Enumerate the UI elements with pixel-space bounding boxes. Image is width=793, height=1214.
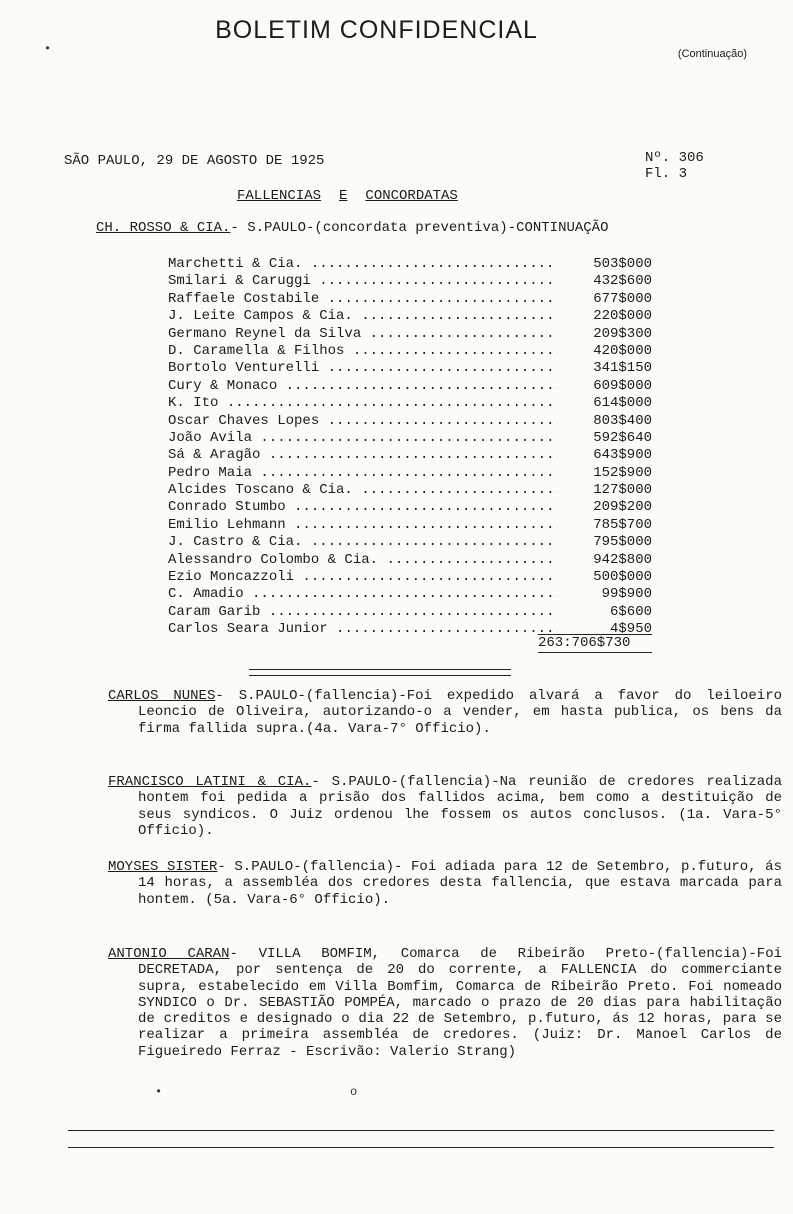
creditor-amount: 803$400 — [593, 412, 652, 429]
creditor-amount: 220$000 — [593, 308, 652, 325]
creditor-row — [168, 360, 652, 377]
notice-firm-name: CARLOS NUNES — [108, 688, 216, 704]
creditor-row — [168, 447, 652, 464]
creditor-row — [168, 569, 652, 586]
creditor-name: Raffaele Costabile ..... — [168, 291, 558, 308]
issue-number: Nº. 306 — [645, 150, 704, 166]
creditor-name: Smilari & Caruggi ..... — [168, 273, 558, 290]
notice-text: - S.PAULO-(fallencia)-Na reunião de credores realizada hontem foi pedida a prisão dos fallidos acima, bem como a destituição de seus syndicos. O Juiz ordenou lhe fossem os autos conclusos. (1a. Vara-5° Officio). — [138, 774, 782, 839]
creditor-row — [168, 273, 652, 290]
creditor-row — [168, 413, 652, 430]
creditor-amount: 4$950 — [609, 621, 652, 638]
creditor-name: Caram Garib ..... — [168, 604, 558, 621]
creditor-row — [168, 517, 652, 534]
creditor-name: Marchetti & Cia. ..... — [168, 256, 558, 273]
creditor-amount: 6$600 — [609, 603, 652, 620]
notice-firm-name: FRANCISCO LATINI & CIA. — [108, 774, 312, 790]
section-title-word: FALLENCIAS — [237, 188, 322, 204]
continuation-label: (Continuação) — [677, 48, 747, 60]
creditor-name: Ezio Moncazzoli ..... — [168, 569, 558, 586]
creditor-name: Emilio Lehmann ..... — [168, 517, 558, 534]
creditor-row — [168, 326, 652, 343]
creditor-amount: 614$000 — [593, 395, 652, 412]
masthead-title: BOLETIM CONFIDENCIAL — [215, 16, 538, 44]
section-title-word: E — [339, 188, 348, 204]
section-divider — [249, 675, 511, 676]
notice-entry — [108, 774, 782, 839]
notice-text: - VILLA BOMFIM, Comarca de Ribeirão Preto-(fallencia)-Foi DECRETADA, por sentença de 20 do corrente, a FALLENCIA do commerciante supra, estabelecido em Villa Bomfim, Comarca de Ribeirão Preto. Foi nomeado SYNDICO o Dr. SEBASTIÃO POMPÉA, marcado o prazo de 20 dias para habilitação de creditos e designado o dia 22 de Setembro, p.futuro, ás 12 horas, para se realizar a primeira assembléa de credores. (Juiz: Dr. Manoel Carlos de Figueiredo Ferraz - Escrivão: Valerio Strang) — [138, 946, 782, 1060]
creditor-total: 263:706$730 — [538, 635, 631, 651]
creditor-amount: 420$000 — [593, 342, 652, 359]
creditor-row — [168, 378, 652, 395]
creditor-amount: 341$150 — [593, 360, 652, 377]
creditor-name: Bortolo Venturelli ..... — [168, 360, 558, 377]
issue-number-block — [645, 150, 704, 182]
notice-text: - S.PAULO-(fallencia)- Foi adiada para 12 de Setembro, p.futuro, ás 14 horas, a assembléa dos credores desta fallencia, que estava marcada para hontem. (5a. Vara-6° Officio). — [138, 859, 782, 908]
notice-firm-name: MOYSES SISTER — [108, 859, 218, 875]
creditor-name: K. Ito ..... — [168, 395, 558, 412]
creditor-row — [168, 343, 652, 360]
creditor-name: Conrado Stumbo ..... — [168, 499, 558, 516]
creditor-name: Sá & Aragão ..... — [168, 447, 558, 464]
notice-entry — [108, 946, 782, 1060]
notice-firm-name: ANTONIO CARAN — [108, 946, 230, 962]
section-title-word: CONCORDATAS — [365, 188, 458, 204]
creditor-name: Pedro Maia ..... — [168, 465, 558, 482]
creditor-name: J. Castro & Cia. ..... — [168, 534, 558, 551]
creditor-name: Alessandro Colombo & Cia. ..... — [168, 552, 558, 569]
creditor-amount: 127$000 — [593, 482, 652, 499]
creditor-name: Alcides Toscano & Cia. ..... — [168, 482, 558, 499]
creditor-list — [168, 256, 652, 639]
creditor-name: Carlos Seara Junior ..... — [168, 621, 558, 638]
creditor-name: João Avila ..... — [168, 430, 558, 447]
concordata-firm-name: CH. ROSSO & CIA. — [96, 220, 231, 236]
creditor-amount: 209$300 — [593, 325, 652, 342]
ink-speck-mark: • — [155, 1085, 163, 1099]
ink-speck-mark: • — [44, 42, 52, 56]
creditor-amount: 503$000 — [593, 256, 652, 272]
creditor-row — [168, 308, 652, 325]
creditor-name: Oscar Chaves Lopes ..... — [168, 413, 558, 430]
creditor-amount: 785$700 — [593, 516, 652, 533]
concordata-heading — [96, 220, 608, 236]
ink-speck-mark: o — [350, 1085, 358, 1099]
creditor-row — [168, 291, 652, 308]
creditor-amount: 592$640 — [593, 429, 652, 446]
creditor-amount: 99$900 — [601, 586, 652, 603]
creditor-amount: 152$900 — [593, 464, 652, 481]
place-date: SÃO PAULO, 29 DE AGOSTO DE 1925 — [64, 153, 325, 169]
creditor-row — [168, 395, 652, 412]
footer-rule — [68, 1147, 774, 1148]
creditor-row — [168, 256, 652, 273]
creditor-name: Germano Reynel da Silva ..... — [168, 326, 558, 343]
total-rule — [538, 652, 652, 653]
creditor-row — [168, 534, 652, 551]
creditor-row — [168, 604, 652, 621]
creditor-amount: 209$200 — [593, 499, 652, 516]
creditor-row — [168, 465, 652, 482]
creditor-amount: 795$000 — [593, 534, 652, 551]
creditor-name: D. Caramella & Filhos ..... — [168, 343, 558, 360]
section-divider — [249, 669, 511, 670]
creditor-row — [168, 430, 652, 447]
creditor-row — [168, 586, 652, 603]
creditor-row — [168, 499, 652, 516]
creditor-row — [168, 482, 652, 499]
notice-entry — [108, 688, 782, 737]
notice-entry — [108, 859, 782, 908]
footer-rule — [68, 1130, 774, 1131]
creditor-name: J. Leite Campos & Cia. ..... — [168, 308, 558, 325]
concordata-detail: - S.PAULO-(concordata preventiva)-CONTINUAÇÃO — [230, 220, 609, 236]
sheet-number: Fl. 3 — [645, 166, 688, 182]
creditor-name: C. Amadio ..... — [168, 586, 558, 603]
creditor-amount: 942$800 — [593, 551, 652, 568]
creditor-amount: 500$000 — [593, 569, 652, 586]
creditor-name: Cury & Monaco ..... — [168, 378, 558, 395]
creditor-amount: 677$000 — [593, 290, 652, 307]
creditor-amount: 643$900 — [593, 447, 652, 464]
section-title — [237, 188, 476, 204]
creditor-amount: 609$000 — [593, 377, 652, 394]
notice-text: - S.PAULO-(fallencia)-Foi expedido alvará a favor do leiloeiro Leoncio de Oliveira, autorizando-o a vender, em hasta publica, os bens da firma fallida supra.(4a. Vara-7° Officio). — [138, 688, 782, 737]
creditor-amount: 432$600 — [593, 273, 652, 290]
creditor-row — [168, 552, 652, 569]
